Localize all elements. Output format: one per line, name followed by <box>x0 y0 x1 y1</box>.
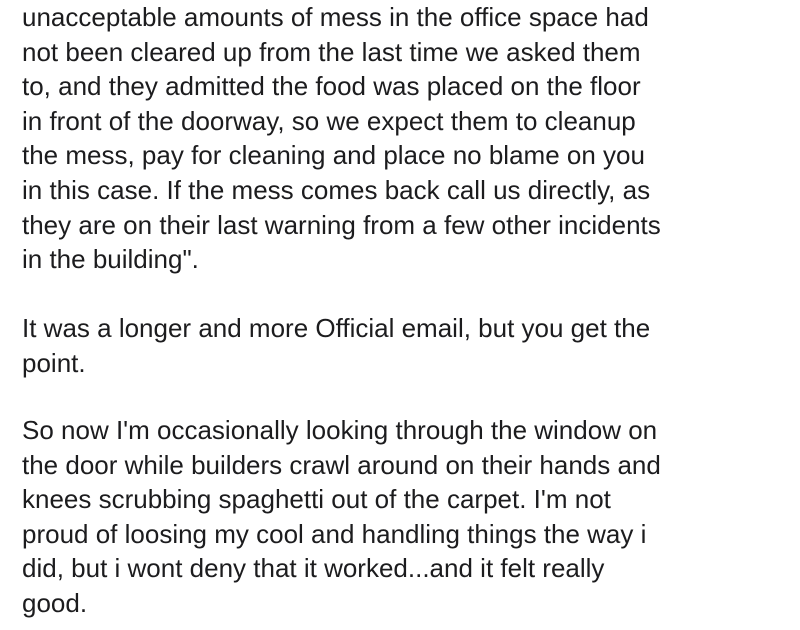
text-line: good. <box>22 587 88 618</box>
text-line: in the building". <box>22 244 199 275</box>
text-line: point. <box>22 347 86 378</box>
text-line: they are on their last warning from a few other incidents <box>22 209 661 240</box>
text-line: So now I'm occasionally looking through the window on <box>22 415 658 445</box>
paragraph-email-quote <box>22 0 661 277</box>
text-line: the mess, pay for cleaning and place no blame on you <box>22 140 645 171</box>
text-line: knees scrubbing spaghetti out of the carpet. I'm not <box>22 484 611 515</box>
text-line: to, and they admitted the food was placed on the floor <box>22 71 641 102</box>
text-line: did, but i wont deny that it worked...and it felt really <box>22 553 605 584</box>
text-line: not been cleared up from the last time we asked them <box>22 36 641 67</box>
text-line: It was a longer and more Official email, but you get the <box>22 313 651 343</box>
text-line: unacceptable amounts of mess in the office space had <box>22 2 649 32</box>
text-line: the door while builders crawl around on their hands and <box>22 449 661 480</box>
text-line: in this case. If the mess comes back call us directly, as <box>22 174 651 205</box>
paragraph-conclusion <box>22 413 661 621</box>
text-line: in front of the doorway, so we expect them to cleanup <box>22 105 636 136</box>
text-line: proud of loosing my cool and handling things the way i <box>22 518 647 549</box>
paragraph-email-note <box>22 311 650 380</box>
